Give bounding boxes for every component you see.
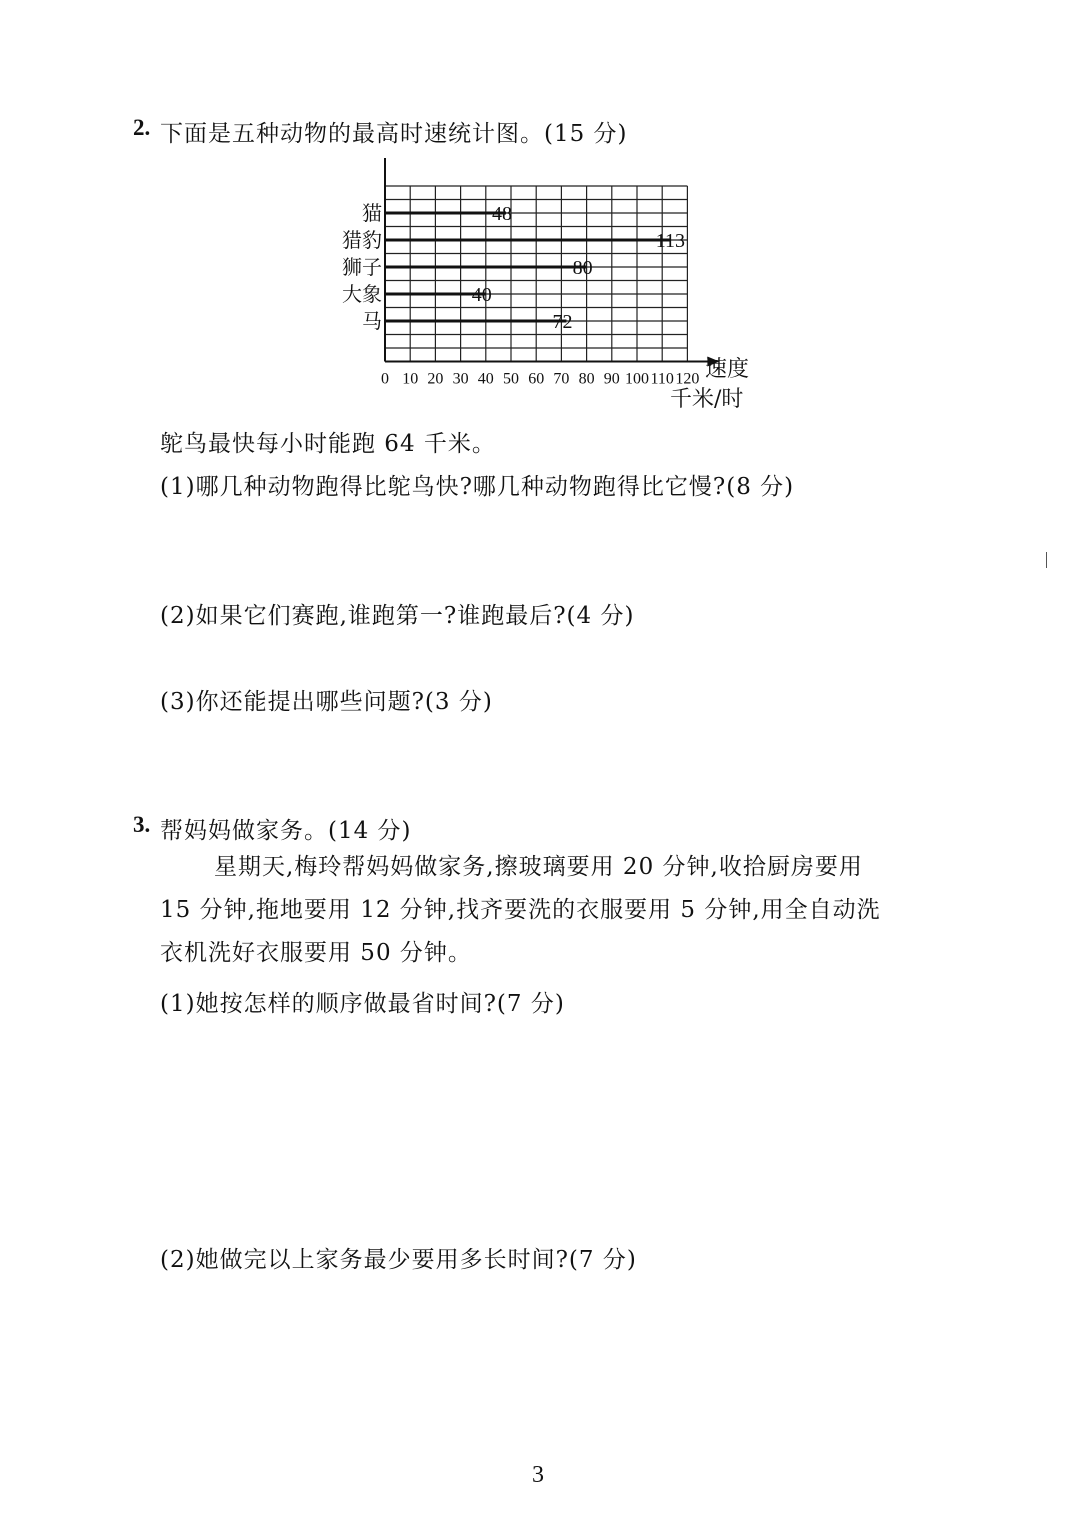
data-label: 48 [491, 203, 512, 225]
x-tick-label: 100 [625, 370, 649, 388]
x-tick-label: 30 [452, 370, 469, 388]
x-tick-label: 70 [553, 370, 570, 388]
category-label: 大象 [342, 282, 382, 306]
page-number: 3 [532, 1462, 544, 1488]
question-2-title: 下面是五种动物的最高时速统计图。(15 分) [160, 121, 628, 147]
q2-statement: 鸵鸟最快每小时能跑 64 千米。 [160, 431, 496, 457]
x-tick-label: 120 [675, 370, 700, 388]
data-label: 40 [471, 284, 492, 306]
q3-sub-question-2: (2)她做完以上家务最少要用多长时间?(7 分) [160, 1247, 637, 1273]
q2-sub-question-3: (3)你还能提出哪些问题?(3 分) [160, 689, 493, 715]
q3-paragraph-line-1: 星期天,梅玲帮妈妈做家务,擦玻璃要用 20 分钟,收拾厨房要用 [214, 854, 863, 880]
question-3-number: 3. [133, 812, 151, 837]
q3-paragraph-line-2: 15 分钟,拖地要用 12 分钟,找齐要洗的衣服要用 5 分钟,用全自动洗 [160, 897, 881, 923]
category-label: 狮子 [342, 255, 382, 279]
x-tick-label: 50 [503, 370, 519, 388]
q3-sub-question-1: (1)她按怎样的顺序做最省时间?(7 分) [160, 991, 565, 1017]
category-label: 猎豹 [342, 228, 382, 252]
x-tick-label: 10 [402, 370, 419, 388]
x-tick-label: 20 [427, 370, 444, 388]
x-tick-label: 60 [528, 370, 545, 388]
data-label: 72 [552, 311, 573, 333]
chart-category-labels [342, 201, 382, 333]
x-tick-label: 80 [578, 370, 595, 388]
chart-tick-labels [381, 371, 699, 388]
x-tick-label: 90 [603, 370, 620, 388]
x-tick-label: 110 [650, 370, 674, 388]
q3-paragraph-line-3: 衣机洗好衣服要用 50 分钟。 [160, 940, 472, 966]
category-label: 猫 [362, 201, 382, 225]
margin-mark [1046, 552, 1047, 568]
question-2-number: 2. [133, 115, 151, 140]
q2-sub-question-1: (1)哪几种动物跑得比鸵鸟快?哪几种动物跑得比它慢?(8 分) [160, 474, 795, 500]
x-tick-label: 0 [381, 370, 389, 388]
speed-bar-chart [320, 150, 780, 420]
data-label: 113 [655, 230, 686, 252]
q2-sub-question-2: (2)如果它们赛跑,谁跑第一?谁跑最后?(4 分) [160, 603, 635, 629]
x-tick-label: 40 [477, 370, 494, 388]
question-3-title: 帮妈妈做家务。(14 分) [160, 818, 412, 844]
data-label: 80 [572, 257, 593, 279]
x-axis-label-speed: 速度 [705, 357, 750, 382]
category-label: 马 [362, 309, 382, 333]
x-axis-label-unit: 千米/时 [670, 387, 744, 412]
